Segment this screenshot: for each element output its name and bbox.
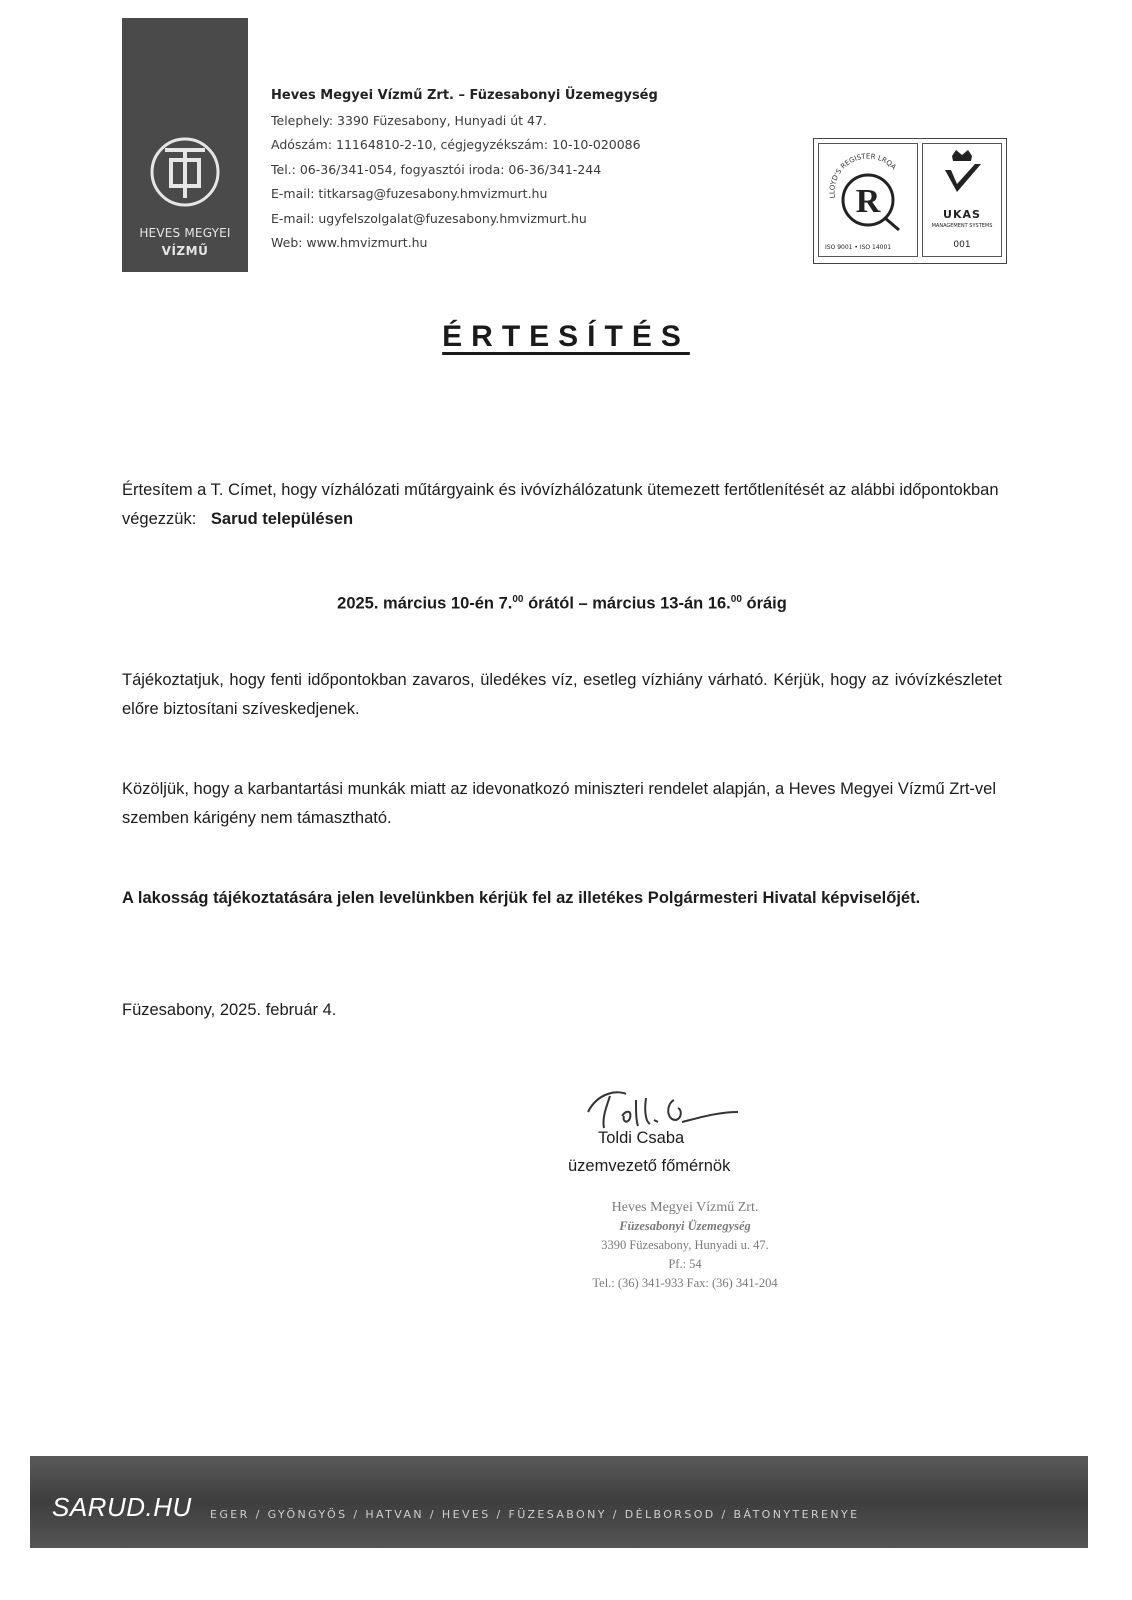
lrqa-arc-text: LLOYD'S REGISTER LRQA	[828, 152, 898, 199]
stamp-line4: Pf.: 54	[668, 1257, 702, 1271]
letterhead-contact	[271, 84, 658, 256]
tax-number: Adószám: 11164810-2-10, cégjegyzékszám: 10-10-020086	[271, 137, 641, 152]
footer-cities: EGER / GYÖNGYÖS / HATVAN / HEVES / FÜZESABONY / DÉLBORSOD / BÁTONYTERENYE	[210, 1508, 860, 1521]
ukas-number: 001	[953, 240, 971, 250]
schedule-start: 2025. március 10-én 7.	[337, 594, 513, 613]
request-paragraph: A lakosság tájékoztatására jelen levelünkben kérjük fel az illetékes Polgármesteri Hivatal képviselőjét.	[122, 889, 921, 907]
company-name: Heves Megyei Vízmű Zrt. – Füzesabonyi Üzemegység	[271, 88, 658, 103]
document-title: ÉRTESÍTÉS	[442, 320, 690, 353]
schedule-line	[122, 585, 1002, 619]
phone-numbers: Tel.: 06-36/341-054, fogyasztói iroda: 06-36/341-244	[271, 161, 602, 177]
crown-tick-icon	[923, 148, 1001, 208]
email-customer-service: E-mail: ugyfelszolgalat@fuzesabony.hmvizmurt.hu	[271, 210, 587, 226]
site-address: Telephely: 3390 Füzesabony, Hunyadi út 47.	[271, 112, 547, 128]
signatory-name: Toldi Csaba	[598, 1129, 685, 1147]
notice-paragraph: Tájékoztatjuk, hogy fenti időpontokban zavaros, üledékes víz, esetleg vízhiány várható. Kérjük, hogy az ivóvízkészletet előre biztosítani szíveskedjenek.	[122, 671, 1002, 718]
lrqa-mark	[818, 143, 918, 257]
email-secretary: E-mail: titkarsag@fuzesabony.hmvizmurt.hu	[271, 186, 548, 201]
stamp-line3: 3390 Füzesabony, Hunyadi u. 47.	[601, 1238, 769, 1252]
ukas-mark	[922, 143, 1002, 257]
liability-paragraph: Közöljük, hogy a karbantartási munkák miatt az idevonatkozó miniszteri rendelet alapján, a Heves Megyei Vízmű Zrt-vel szemben kárigény nem támasztható.	[122, 780, 996, 827]
schedule-end: óráig	[746, 594, 787, 613]
stamp-line5: Tel.: (36) 341-933 Fax: (36) 341-204	[592, 1276, 778, 1290]
place-and-date: Füzesabony, 2025. február 4.	[122, 1001, 337, 1019]
logo-name-line2: VÍZMŰ	[161, 244, 209, 258]
settlement-name: Sarud településen	[210, 510, 354, 528]
stamp-line1: Heves Megyei Vízmű Zrt.	[611, 1200, 759, 1215]
signatory-title: üzemvezető főmérnök	[568, 1157, 731, 1175]
intro-paragraph	[122, 476, 1002, 534]
company-stamp	[520, 1198, 850, 1293]
schedule-end-minutes: 00	[730, 594, 742, 605]
logo-name-line1: HEVES MEGYEI	[139, 226, 231, 240]
intro-text: Értesítem a T. Címet, hogy vízhálózati műtárgyaink és ivóvízhálózatunk ütemezett fertőtlenítését az alábbi időpontokban végezzük:	[122, 481, 999, 528]
ukas-sublabel: MANAGEMENT SYSTEMS	[931, 223, 993, 229]
certification-box	[813, 138, 1007, 264]
schedule-middle: órától – március 13-án 16.	[528, 594, 731, 613]
watermark-brand: SARUD.HU	[52, 1492, 192, 1522]
website: Web: www.hmvizmurt.hu	[271, 235, 428, 250]
company-logo	[122, 18, 248, 272]
vizmu-emblem-icon	[140, 136, 230, 226]
footer-bar	[30, 1456, 1088, 1548]
ukas-label: UKAS	[943, 208, 981, 221]
schedule-start-minutes: 00	[512, 594, 524, 605]
registered-r-icon	[819, 146, 917, 242]
iso-standards: ISO 9001 • ISO 14001	[825, 244, 892, 251]
stamp-line2: Füzesabonyi Üzemegység	[619, 1219, 751, 1233]
svg-text:R: R	[855, 183, 881, 220]
